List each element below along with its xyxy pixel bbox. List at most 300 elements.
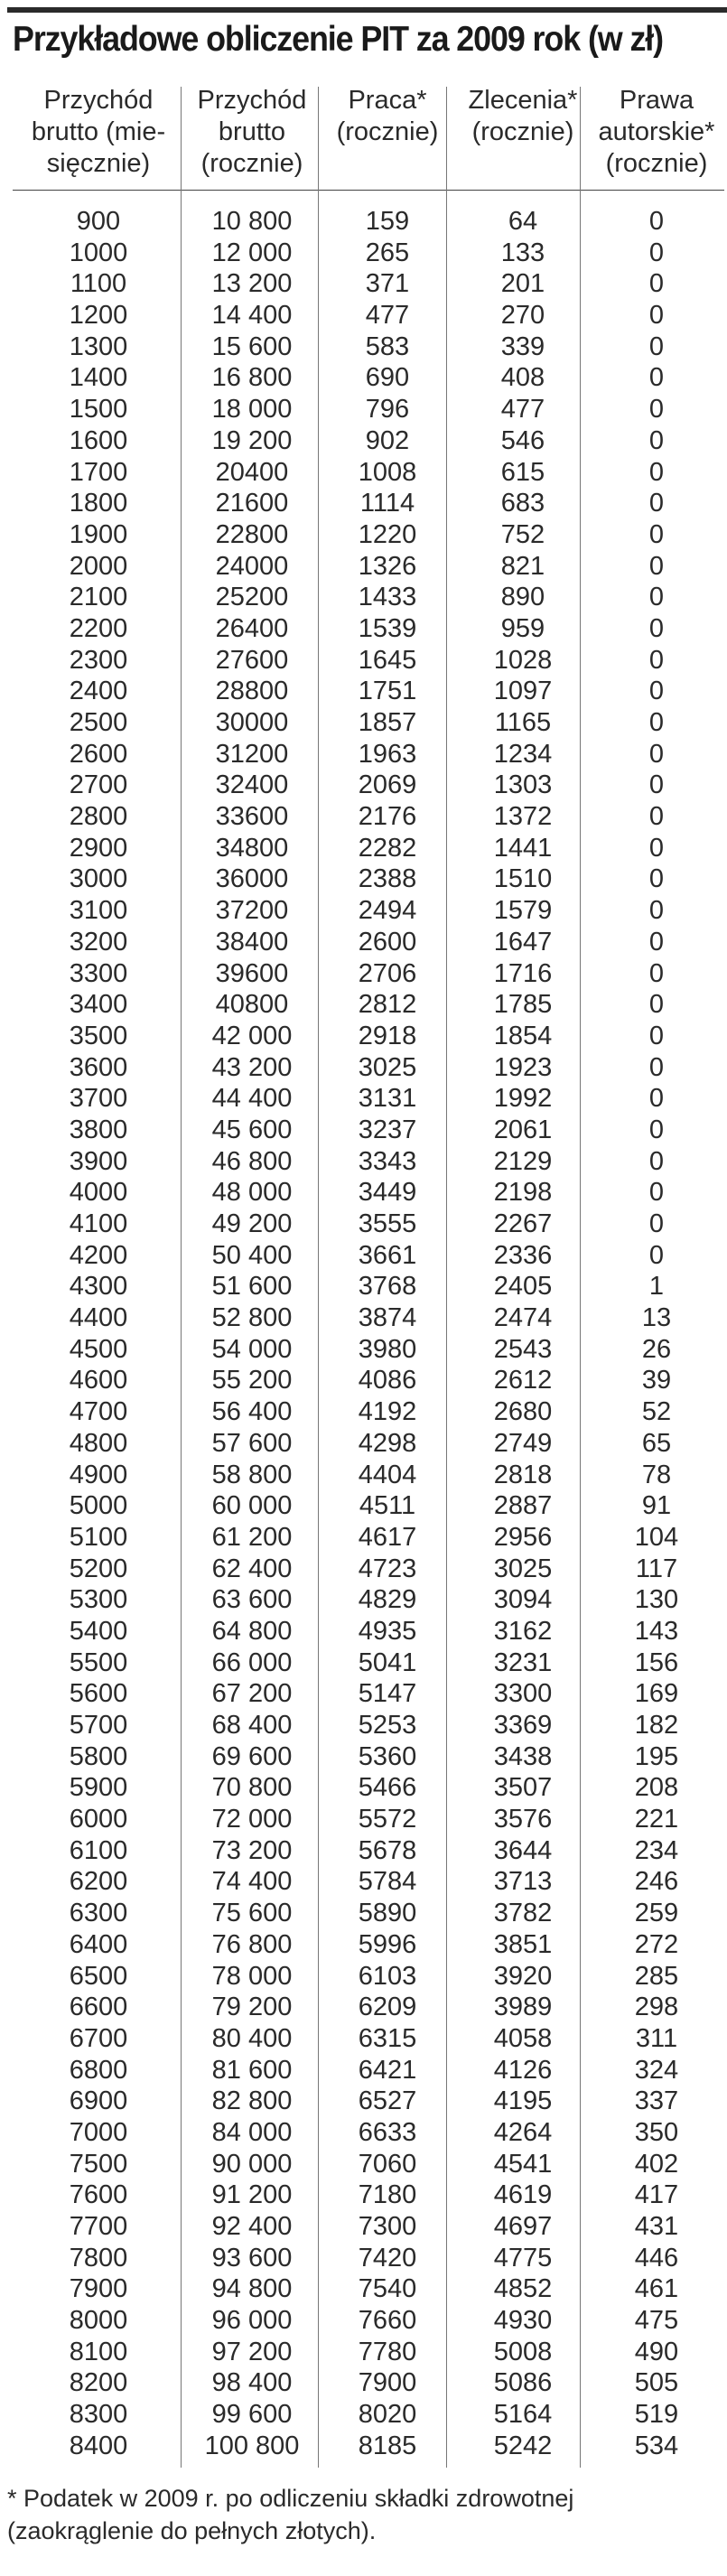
employment-tax-cell: 4404 <box>358 1460 417 1489</box>
annual-gross-cell: 79 200 <box>211 1993 293 2022</box>
copyright-tax-cell: 0 <box>648 677 665 706</box>
employment-tax-cell: 5890 <box>358 1899 417 1928</box>
copyright-tax-cell: 337 <box>634 2086 679 2116</box>
contract-tax-cell: 2474 <box>493 1303 553 1333</box>
table-row <box>13 1240 722 1272</box>
employment-tax-cell: 1857 <box>358 708 417 737</box>
copyright-tax-cell: 0 <box>648 1115 665 1144</box>
header-annual-gross: Przychód brutto (rocznie) <box>197 86 307 178</box>
contract-tax-cell: 477 <box>500 395 545 425</box>
table-row <box>13 1992 722 2023</box>
copyright-tax-cell: 0 <box>648 489 665 518</box>
copyright-tax-cell: 0 <box>648 708 665 737</box>
annual-gross-cell: 94 800 <box>211 2274 293 2304</box>
annual-gross-cell: 40800 <box>215 990 289 1020</box>
monthly-gross-cell: 3600 <box>69 1052 128 1082</box>
monthly-gross-cell: 4200 <box>69 1240 128 1270</box>
monthly-gross-cell: 4600 <box>69 1366 128 1395</box>
contract-tax-cell: 3231 <box>493 1647 553 1677</box>
copyright-tax-cell: 534 <box>634 2431 679 2460</box>
annual-gross-cell: 96 000 <box>211 2306 293 2336</box>
annual-gross-cell: 74 400 <box>211 1867 293 1897</box>
annual-gross-cell: 61 200 <box>211 1522 293 1552</box>
contract-tax-cell: 683 <box>500 489 545 518</box>
copyright-tax-cell: 350 <box>634 2117 679 2147</box>
table-row <box>13 739 722 770</box>
monthly-gross-cell: 7500 <box>69 2149 128 2179</box>
contract-tax-cell: 959 <box>500 613 545 643</box>
annual-gross-cell: 100 800 <box>204 2431 300 2460</box>
employment-tax-cell: 6421 <box>358 2055 417 2085</box>
employment-tax-cell: 7180 <box>358 2180 417 2210</box>
employment-tax-cell: 1539 <box>358 613 417 643</box>
monthly-gross-cell: 1900 <box>69 519 128 549</box>
contract-tax-cell: 5164 <box>493 2400 553 2430</box>
table-row <box>13 2243 722 2274</box>
monthly-gross-cell: 1700 <box>69 457 128 487</box>
copyright-tax-cell: 324 <box>634 2055 679 2085</box>
monthly-gross-cell: 2200 <box>69 613 128 643</box>
annual-gross-cell: 69 600 <box>211 1741 293 1771</box>
contract-tax-cell: 1441 <box>493 833 553 863</box>
employment-tax-cell: 6103 <box>358 1961 417 1991</box>
copyright-tax-cell: 208 <box>634 1773 679 1803</box>
monthly-gross-cell: 3900 <box>69 1146 128 1176</box>
contract-tax-cell: 1716 <box>493 958 553 988</box>
annual-gross-cell: 15 600 <box>211 331 293 361</box>
monthly-gross-cell: 6900 <box>69 2086 128 2116</box>
contract-tax-cell: 408 <box>500 363 545 393</box>
annual-gross-cell: 37200 <box>215 896 289 926</box>
annual-gross-cell: 31200 <box>215 739 289 769</box>
table-row <box>13 1490 722 1522</box>
annual-gross-cell: 12 000 <box>211 238 293 267</box>
copyright-tax-cell: 143 <box>634 1616 679 1646</box>
contract-tax-cell: 1785 <box>493 990 553 1020</box>
monthly-gross-cell: 4500 <box>69 1334 128 1364</box>
monthly-gross-cell: 5700 <box>69 1711 128 1740</box>
annual-gross-cell: 13 200 <box>211 269 293 299</box>
table-row <box>13 1209 722 1240</box>
table-row <box>13 1710 722 1741</box>
copyright-tax-cell: 26 <box>641 1334 672 1364</box>
table-row <box>13 1898 722 1929</box>
employment-tax-cell: 902 <box>365 425 410 455</box>
copyright-tax-cell: 0 <box>648 519 665 549</box>
copyright-tax-cell: 298 <box>634 1993 679 2022</box>
copyright-tax-cell: 13 <box>641 1303 672 1333</box>
copyright-tax-cell: 39 <box>641 1366 672 1395</box>
copyright-tax-cell: 182 <box>634 1711 679 1740</box>
employment-tax-cell: 3237 <box>358 1115 417 1144</box>
contract-tax-cell: 1165 <box>494 708 552 737</box>
copyright-tax-cell: 65 <box>641 1428 672 1458</box>
table-row <box>13 582 722 613</box>
contract-tax-cell: 2818 <box>493 1460 553 1489</box>
annual-gross-cell: 10 800 <box>211 207 293 236</box>
annual-gross-cell: 58 800 <box>211 1460 293 1489</box>
employment-tax-cell: 5678 <box>358 1835 417 1865</box>
employment-tax-cell: 4617 <box>358 1522 417 1552</box>
monthly-gross-cell: 8200 <box>69 2368 128 2398</box>
copyright-tax-cell: 117 <box>635 1554 678 1583</box>
annual-gross-cell: 60 000 <box>211 1491 293 1521</box>
copyright-tax-cell: 0 <box>648 645 665 675</box>
copyright-tax-cell: 0 <box>648 395 665 425</box>
employment-tax-cell: 3343 <box>358 1146 417 1176</box>
employment-tax-cell: 5996 <box>358 1929 417 1959</box>
table-row <box>13 1428 722 1460</box>
table-row <box>13 2273 722 2305</box>
contract-tax-cell: 3438 <box>493 1741 553 1771</box>
annual-gross-cell: 91 200 <box>211 2180 293 2210</box>
monthly-gross-cell: 5000 <box>69 1491 128 1521</box>
annual-gross-cell: 90 000 <box>211 2149 293 2179</box>
monthly-gross-cell: 8000 <box>69 2306 128 2336</box>
top-rule <box>7 7 727 13</box>
copyright-tax-cell: 0 <box>648 896 665 926</box>
copyright-tax-cell: 0 <box>648 613 665 643</box>
table-row <box>13 1365 722 1396</box>
contract-tax-cell: 2612 <box>493 1366 553 1395</box>
monthly-gross-cell: 6600 <box>69 1993 128 2022</box>
employment-tax-cell: 583 <box>365 331 410 361</box>
annual-gross-cell: 24000 <box>215 551 289 581</box>
contract-tax-cell: 2887 <box>493 1491 553 1521</box>
table-row <box>13 1961 722 1993</box>
copyright-tax-cell: 0 <box>648 457 665 487</box>
table-row <box>13 2086 722 2117</box>
contract-tax-cell: 201 <box>500 269 545 299</box>
copyright-tax-cell: 272 <box>634 1929 679 1959</box>
contract-tax-cell: 2129 <box>493 1146 553 1176</box>
monthly-gross-cell: 2500 <box>69 708 128 737</box>
copyright-tax-cell: 431 <box>634 2212 679 2241</box>
table-row <box>13 863 722 895</box>
monthly-gross-cell: 1500 <box>69 395 128 425</box>
table-row <box>13 645 722 677</box>
contract-tax-cell: 1234 <box>493 739 553 769</box>
contract-tax-cell: 2956 <box>493 1522 553 1552</box>
monthly-gross-cell: 1400 <box>69 363 128 393</box>
copyright-tax-cell: 1 <box>648 1272 665 1302</box>
table-row <box>13 238 722 269</box>
monthly-gross-cell: 4900 <box>69 1460 128 1489</box>
monthly-gross-cell: 4800 <box>69 1428 128 1458</box>
contract-tax-cell: 1854 <box>493 1021 553 1050</box>
employment-tax-cell: 2918 <box>358 1021 417 1050</box>
contract-tax-cell: 5086 <box>493 2368 553 2398</box>
copyright-tax-cell: 402 <box>634 2149 679 2179</box>
header-monthly-gross: Przychód brutto (mie- sięcznie) <box>31 86 166 178</box>
annual-gross-cell: 55 200 <box>211 1366 293 1395</box>
employment-tax-cell: 1220 <box>358 519 417 549</box>
contract-tax-cell: 3851 <box>493 1929 553 1959</box>
contract-tax-cell: 1028 <box>493 645 553 675</box>
monthly-gross-cell: 3700 <box>69 1084 128 1114</box>
header-copyright: Prawa autorskie* (rocznie) <box>598 86 715 178</box>
table-row <box>13 1522 722 1554</box>
copyright-tax-cell: 285 <box>634 1961 679 1991</box>
table-row <box>13 1741 722 1773</box>
table-row <box>13 1554 722 1585</box>
monthly-gross-cell: 5900 <box>69 1773 128 1803</box>
contract-tax-cell: 1372 <box>493 802 553 832</box>
contract-tax-cell: 3713 <box>493 1867 553 1897</box>
table-row <box>13 927 722 958</box>
monthly-gross-cell: 8400 <box>69 2431 128 2460</box>
monthly-gross-cell: 1800 <box>69 489 128 518</box>
employment-tax-cell: 3555 <box>358 1209 417 1238</box>
contract-tax-cell: 4195 <box>493 2086 553 2116</box>
monthly-gross-cell: 6100 <box>69 1835 128 1865</box>
monthly-gross-cell: 4000 <box>69 1178 128 1208</box>
copyright-tax-cell: 130 <box>634 1585 679 1615</box>
contract-tax-cell: 2405 <box>493 1272 553 1302</box>
contract-tax-cell: 4775 <box>493 2243 553 2273</box>
annual-gross-cell: 57 600 <box>211 1428 293 1458</box>
employment-tax-cell: 796 <box>365 395 410 425</box>
annual-gross-cell: 92 400 <box>211 2212 293 2241</box>
monthly-gross-cell: 2700 <box>69 770 128 800</box>
contract-tax-cell: 3369 <box>493 1711 553 1740</box>
contract-tax-cell: 5242 <box>493 2431 553 2460</box>
annual-gross-cell: 78 000 <box>211 1961 293 1991</box>
monthly-gross-cell: 2300 <box>69 645 128 675</box>
copyright-tax-cell: 417 <box>634 2180 679 2210</box>
copyright-tax-cell: 490 <box>634 2337 679 2366</box>
copyright-tax-cell: 0 <box>648 1240 665 1270</box>
table-row <box>13 613 722 645</box>
employment-tax-cell: 5360 <box>358 1741 417 1771</box>
contract-tax-cell: 4619 <box>493 2180 553 2210</box>
table-row <box>13 2149 722 2180</box>
annual-gross-cell: 27600 <box>215 645 289 675</box>
monthly-gross-cell: 5300 <box>69 1585 128 1615</box>
employment-tax-cell: 3131 <box>358 1084 417 1114</box>
table-row <box>13 1083 722 1115</box>
annual-gross-cell: 38400 <box>215 927 289 957</box>
contract-tax-cell: 546 <box>500 425 545 455</box>
table-row <box>13 2211 722 2243</box>
contract-tax-cell: 64 <box>508 207 538 236</box>
table-row <box>13 895 722 927</box>
annual-gross-cell: 51 600 <box>211 1272 293 1302</box>
copyright-tax-cell: 0 <box>648 238 665 267</box>
annual-gross-cell: 33600 <box>215 802 289 832</box>
employment-tax-cell: 7540 <box>358 2274 417 2304</box>
contract-tax-cell: 1579 <box>493 896 553 926</box>
table-row <box>13 488 722 519</box>
monthly-gross-cell: 3400 <box>69 990 128 1020</box>
annual-gross-cell: 66 000 <box>211 1647 293 1677</box>
copyright-tax-cell: 0 <box>648 833 665 863</box>
employment-tax-cell: 7060 <box>358 2149 417 2179</box>
monthly-gross-cell: 1600 <box>69 425 128 455</box>
employment-tax-cell: 3661 <box>358 1240 417 1270</box>
copyright-tax-cell: 78 <box>641 1460 672 1489</box>
employment-tax-cell: 7300 <box>358 2212 417 2241</box>
annual-gross-cell: 76 800 <box>211 1929 293 1959</box>
copyright-tax-cell: 259 <box>634 1899 679 1928</box>
monthly-gross-cell: 5500 <box>69 1647 128 1677</box>
monthly-gross-cell: 4300 <box>69 1272 128 1302</box>
copyright-tax-cell: 0 <box>648 301 665 331</box>
table-row <box>13 1866 722 1898</box>
employment-tax-cell: 1645 <box>358 645 417 675</box>
table-row <box>13 1616 722 1647</box>
copyright-tax-cell: 0 <box>648 425 665 455</box>
copyright-tax-cell: 461 <box>634 2274 679 2304</box>
table-row <box>13 833 722 864</box>
table-row <box>13 1460 722 1491</box>
employment-tax-cell: 5147 <box>358 1679 417 1709</box>
employment-tax-cell: 4192 <box>358 1397 417 1427</box>
copyright-tax-cell: 0 <box>648 1021 665 1050</box>
copyright-tax-cell: 311 <box>635 2023 678 2053</box>
copyright-tax-cell: 0 <box>648 583 665 612</box>
monthly-gross-cell: 1300 <box>69 331 128 361</box>
employment-tax-cell: 2812 <box>358 990 417 1020</box>
contract-tax-cell: 339 <box>500 331 545 361</box>
table-row <box>13 1835 722 1867</box>
copyright-tax-cell: 0 <box>648 739 665 769</box>
annual-gross-cell: 49 200 <box>211 1209 293 1238</box>
employment-tax-cell: 1008 <box>358 457 417 487</box>
contract-tax-cell: 133 <box>500 238 545 267</box>
table-row <box>13 331 722 363</box>
table-row <box>13 1804 722 1835</box>
copyright-tax-cell: 446 <box>634 2243 679 2273</box>
copyright-tax-cell: 234 <box>634 1835 679 1865</box>
employment-tax-cell: 477 <box>365 301 410 331</box>
table-row <box>13 1302 722 1334</box>
employment-tax-cell: 8020 <box>358 2400 417 2430</box>
annual-gross-cell: 34800 <box>215 833 289 863</box>
employment-tax-cell: 2282 <box>358 833 417 863</box>
table-row <box>13 2023 722 2055</box>
contract-tax-cell: 2336 <box>493 1240 553 1270</box>
annual-gross-cell: 97 200 <box>211 2337 293 2366</box>
annual-gross-cell: 28800 <box>215 677 289 706</box>
annual-gross-cell: 98 400 <box>211 2368 293 2398</box>
annual-gross-cell: 39600 <box>215 958 289 988</box>
annual-gross-cell: 72 000 <box>211 1805 293 1834</box>
table-row <box>13 1929 722 1961</box>
copyright-tax-cell: 169 <box>634 1679 679 1709</box>
copyright-tax-cell: 505 <box>634 2368 679 2398</box>
employment-tax-cell: 8185 <box>358 2431 417 2460</box>
copyright-tax-cell: 156 <box>634 1647 679 1677</box>
annual-gross-cell: 18 000 <box>211 395 293 425</box>
table-header <box>13 85 722 186</box>
table-row <box>13 1177 722 1209</box>
copyright-tax-cell: 0 <box>648 1209 665 1238</box>
contract-tax-cell: 890 <box>500 583 545 612</box>
employment-tax-cell: 7660 <box>358 2306 417 2336</box>
monthly-gross-cell: 4100 <box>69 1209 128 1238</box>
copyright-tax-cell: 0 <box>648 802 665 832</box>
table-row <box>13 2055 722 2086</box>
employment-tax-cell: 5466 <box>358 1773 417 1803</box>
table-row <box>13 1678 722 1710</box>
copyright-tax-cell: 0 <box>648 1146 665 1176</box>
employment-tax-cell: 6315 <box>358 2023 417 2053</box>
monthly-gross-cell: 7800 <box>69 2243 128 2273</box>
annual-gross-cell: 75 600 <box>211 1899 293 1928</box>
annual-gross-cell: 70 800 <box>211 1773 293 1803</box>
table-row <box>13 268 722 300</box>
monthly-gross-cell: 900 <box>76 207 121 236</box>
copyright-tax-cell: 475 <box>634 2306 679 2336</box>
contract-tax-cell: 4126 <box>493 2055 553 2085</box>
employment-tax-cell: 7900 <box>358 2368 417 2398</box>
contract-tax-cell: 3920 <box>493 1961 553 1991</box>
table-row <box>13 1584 722 1616</box>
table-row <box>13 801 722 833</box>
copyright-tax-cell: 221 <box>634 1805 679 1834</box>
contract-tax-cell: 1510 <box>493 864 553 894</box>
table-row <box>13 958 722 990</box>
employment-tax-cell: 2494 <box>358 896 417 926</box>
monthly-gross-cell: 5800 <box>69 1741 128 1771</box>
table-row <box>13 300 722 331</box>
copyright-tax-cell: 195 <box>634 1741 679 1771</box>
header-contract: Zlecenia* (rocznie) <box>468 86 578 146</box>
employment-tax-cell: 690 <box>365 363 410 393</box>
contract-tax-cell: 3025 <box>493 1554 553 1583</box>
monthly-gross-cell: 3100 <box>69 896 128 926</box>
copyright-tax-cell: 52 <box>641 1397 672 1427</box>
employment-tax-cell: 4723 <box>358 1554 417 1583</box>
annual-gross-cell: 56 400 <box>211 1397 293 1427</box>
contract-tax-cell: 4264 <box>493 2117 553 2147</box>
copyright-tax-cell: 91 <box>641 1491 672 1521</box>
annual-gross-cell: 32400 <box>215 770 289 800</box>
annual-gross-cell: 54 000 <box>211 1334 293 1364</box>
monthly-gross-cell: 6000 <box>69 1805 128 1834</box>
annual-gross-cell: 30000 <box>215 708 289 737</box>
copyright-tax-cell: 246 <box>634 1867 679 1897</box>
employment-tax-cell: 159 <box>365 207 410 236</box>
contract-tax-cell: 3782 <box>493 1899 553 1928</box>
employment-tax-cell: 2600 <box>358 927 417 957</box>
copyright-tax-cell: 0 <box>648 864 665 894</box>
contract-tax-cell: 752 <box>500 519 545 549</box>
contract-tax-cell: 4058 <box>493 2023 553 2053</box>
annual-gross-cell: 26400 <box>215 613 289 643</box>
contract-tax-cell: 821 <box>500 551 545 581</box>
contract-tax-cell: 2198 <box>493 1178 553 1208</box>
contract-tax-cell: 270 <box>500 301 545 331</box>
table-row <box>13 1021 722 1052</box>
monthly-gross-cell: 5400 <box>69 1616 128 1646</box>
table-row <box>13 770 722 801</box>
annual-gross-cell: 84 000 <box>211 2117 293 2147</box>
contract-tax-cell: 4930 <box>493 2306 553 2336</box>
contract-tax-cell: 4541 <box>493 2149 553 2179</box>
employment-tax-cell: 6209 <box>358 1993 417 2022</box>
annual-gross-cell: 62 400 <box>211 1554 293 1583</box>
monthly-gross-cell: 1100 <box>70 269 127 299</box>
employment-tax-cell: 2176 <box>358 802 417 832</box>
annual-gross-cell: 43 200 <box>211 1052 293 1082</box>
monthly-gross-cell: 2600 <box>69 739 128 769</box>
employment-tax-cell: 6633 <box>358 2117 417 2147</box>
monthly-gross-cell: 8100 <box>69 2337 128 2366</box>
contract-tax-cell: 3576 <box>493 1805 553 1834</box>
table-row <box>13 1647 722 1679</box>
